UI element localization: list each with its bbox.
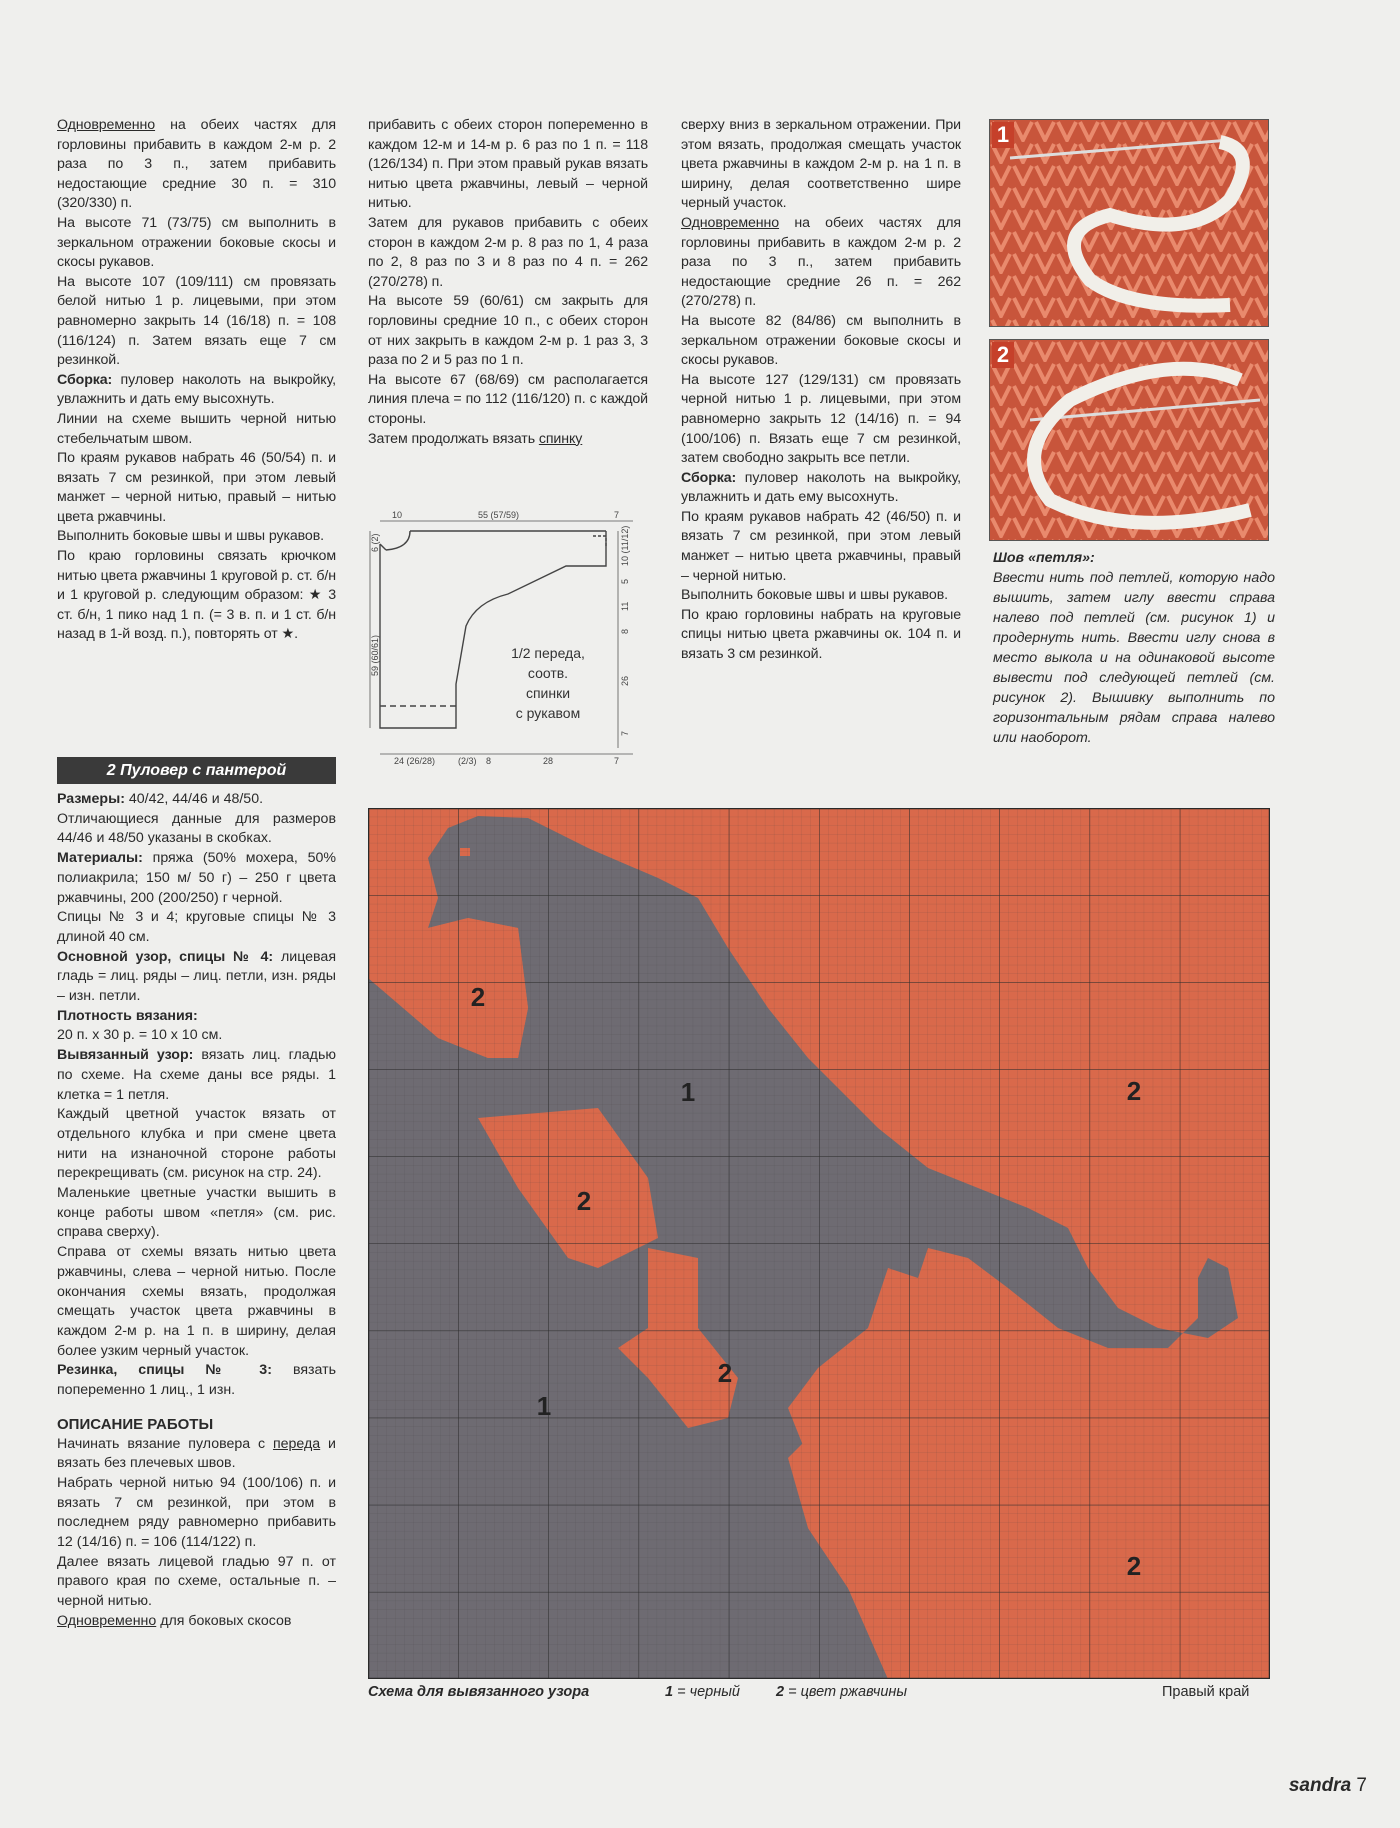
dim-label: 6 (2)	[370, 533, 380, 552]
paragraph: По краям рукавов набрать 46 (50/54) п. и вязать 7 см резинкой, при этом левый манжет – черной нитью, правый – нитью цвета ржавчины.	[57, 450, 336, 525]
dim-label: 7	[614, 510, 620, 520]
dim-label: 24 (26/28)	[394, 756, 436, 766]
chart-region-label: 1	[680, 1077, 696, 1107]
right-edge-label: Правый край	[1162, 1684, 1250, 1700]
column-3: сверху вниз в зеркальном отражении. При этом вязать, продолжая смещать участок цвета ржавчины в каждом 2-м р. на 1 п. в ширину, делая соответственно шире черный участок. Одновременно на обеих частях для горловины прибавить в каждом 2-м р. 2 раза по 3 п., затем прибавить недостающие средние 26 п. = 262 (270/278) п. На высоте 82 (84/86) см выполнить в зеркальном отражении боковые скосы и скосы рукавов. На высоте 127 (129/131) см провязать черной нитью 1 р. лицевыми, при этом равномерно закрыть 12 (14/16) п. = 94 (100/106) п. Вязать еще 7 см резинкой, затем свободно закрыть все петли. Сборка: пуловер наколоть на выкройку, увлажнить и дать ему высохнуть. По краям рукавов набрать 42 (46/50) п. и вязать 7 см резинкой, при этом левый манжет – нитью цвета ржавчины, правый – черной нитью. Выполнить боковые швы и швы рукавов. По краю горловины набрать на круговые спицы нитью цвета ржавчины ок. 104 п. и вязать 3 см резинкой.	[681, 117, 961, 663]
dim-label: 28	[543, 756, 554, 766]
chart-legend-title: Схема для вывязанного узора	[368, 1684, 590, 1700]
paragraph: Сборка: пуловер наколоть на выкройку, увлажнить и дать ему высохнуть.	[57, 371, 336, 408]
chart-region-label: 1	[536, 1391, 552, 1421]
dim-label: 8	[486, 756, 492, 766]
knitting-chart	[368, 808, 1270, 1679]
dim-label: 10	[392, 510, 403, 520]
chart-region-label: 2	[470, 982, 486, 1012]
schematic-label: соотв.	[527, 665, 569, 681]
legend-key-1: 1 = черный	[665, 1684, 740, 1700]
dim-label: 7	[614, 756, 620, 766]
column-1-lower: Размеры: 40/42, 44/46 и 48/50. Отличающиеся данные для размеров 44/46 и 48/50 указаны в скобках. Материалы: пряжа (50% мохера, 50% полиакрила; 150 м/ 50 г) – 250 г цвета ржавчины, 200 (200/250) г черной. Спицы № 3 и 4; круговые спицы № 3 длиной 40 см. Основной узор, спицы № 4: лицевая гладь = лиц. ряды – лиц. петли, изн. ряды – изн. петли. Плотность вязания: 20 п. x 30 р. = 10 x 10 см. Вывязанный узор: вязать лиц. гладью по схеме. На схеме даны все ряды. 1 клетка = 1 петля. Каждый цветной участок вязать от отдельного клубка и при смене цвета нити на изнаночной стороне работы перекрещивать (см. рисунок на стр. 24). Маленькие цветные участки вышить в конце работы швом «петля» (см. рис. справа сверху). Справа от схемы вязать нитью цвета ржавчины, слева – черной нитью. После окончания схемы вязать, продолжая смещать участок цвета ржавчины в каждом 2-м р. на 1 п. в ширину, делая более узким черный участок. Резинка, спицы № 3: вязать попеременно 1 лиц., 1 изн. ОПИСАНИЕ РАБОТЫ Начинать вязание пуловера с переда и вязать без плечевых швов. Набрать черной нитью 94 (100/106) п. и вязать 7 см резинкой, при этом в последнем ряду равномерно прибавить 12 (14/16) п. = 106 (114/122) п. Далее вязать лицевой гладью 97 п. от правого края по схеме, остальные п. – черной нитью. Одновременно для боковых скосов	[57, 791, 337, 1629]
paragraph: На высоте 71 (73/75) см выполнить в зеркальном отражении боковые скосы и скосы рукавов.	[57, 214, 336, 271]
schematic-label: 1/2 переда,	[511, 645, 585, 661]
chart-region-label: 2	[717, 1358, 733, 1388]
knit-texture-illustration	[990, 340, 1268, 540]
dim-label: 11	[620, 601, 630, 611]
pattern-schematic	[368, 506, 653, 768]
dim-label: 55 (57/59)	[478, 510, 520, 520]
schematic-label: с рукавом	[515, 705, 581, 721]
dim-label: 7	[620, 730, 630, 736]
knit-texture-illustration	[990, 120, 1268, 326]
paragraph: Линии на схеме вышить черной нитью стебельчатым швом.	[57, 410, 336, 447]
work-heading: ОПИСАНИЕ РАБОТЫ	[57, 1415, 214, 1433]
photo-number: 1	[992, 122, 1014, 148]
loop-stitch-caption: Шов «петля»: Ввести нить под петлей, которую надо вышить, затем иглу ввести справа налево под петлей (см. рисунок 1) и продернуть нить. Ввести иглу снова в место выкола и на одинаковой высоте вывести под следующей петлей (см. рисунок 2). Вышивку выполнить по горизонтальным рядам справа налево или наоборот.	[993, 550, 1275, 746]
column-1	[57, 116, 336, 645]
page-footer: sandra 7	[1288, 1775, 1367, 1796]
loop-stitch-photo-1	[989, 119, 1269, 327]
dim-label: 26	[620, 675, 630, 686]
schematic-label: спинки	[525, 685, 571, 701]
paragraph: По краю горловины связать крючком нитью цвета ржавчины 1 круговой р. ст. б/н и 1 круговой р. следующим образом: ★ 3 ст. б/н, 1 пико над 1 п. (= 3 в. п. и 1 ст. б/н назад в 1-й возд. п.), повторять от ★.	[57, 548, 336, 643]
chart-region-label: 2	[1126, 1076, 1142, 1106]
section-title: 2 Пуловер с пантерой	[57, 757, 336, 784]
photo-number: 2	[992, 342, 1014, 368]
dim-label: 5	[620, 578, 630, 584]
dim-label: 8	[620, 628, 630, 634]
paragraph: Выполнить боковые швы и швы рукавов.	[57, 528, 324, 545]
loop-stitch-photo-2	[989, 339, 1269, 541]
chart-region-label: 2	[1126, 1551, 1142, 1581]
legend-key-2: 2 = цвет ржавчины	[776, 1684, 908, 1700]
chart-region-label: 2	[576, 1186, 592, 1216]
chart-grid-major	[368, 808, 1270, 1679]
column-2: прибавить с обеих сторон попеременно в каждом 12-м и 14-м р. 6 раз по 1 п. = 118 (126/134) п. При этом правый рукав вязать нитью цвета ржавчины, левый – черной нитью. Затем для рукавов прибавить с обеих сторон в каждом 2-м р. 8 раз по 1, 4 раза по 2, 8 раз по 3 и 8 раз по 4 п. = 262 (270/278) п. На высоте 59 (60/61) см закрыть для горловины средние 10 п., с обеих сторон от них закрыть в каждом 2-м р. 1 раз 3, 3 раза по 2 и 5 раз по 1 п. На высоте 67 (68/69) см располагается линия плеча = по 112 (116/120) п. с каждой стороны. Затем продолжать вязать спинку	[368, 117, 648, 447]
dim-label: 10 (11/12)	[620, 525, 630, 566]
dim-label: (2/3)	[458, 756, 477, 766]
paragraph: Одновременно на обеих частях для горловины прибавить в каждом 2-м р. 2 раза по 3 п., затем прибавить недостающие средние 30 п. = 310 (320/330) п.	[57, 117, 336, 212]
paragraph: На высоте 107 (109/111) см провязать белой нитью 1 р. лицевыми, при этом равномерно закрыть 14 (16/18) п. = 108 (116/124) п. Затем вязать еще 7 см резинкой.	[57, 273, 336, 369]
dim-label: 59 (60/61)	[370, 634, 380, 676]
